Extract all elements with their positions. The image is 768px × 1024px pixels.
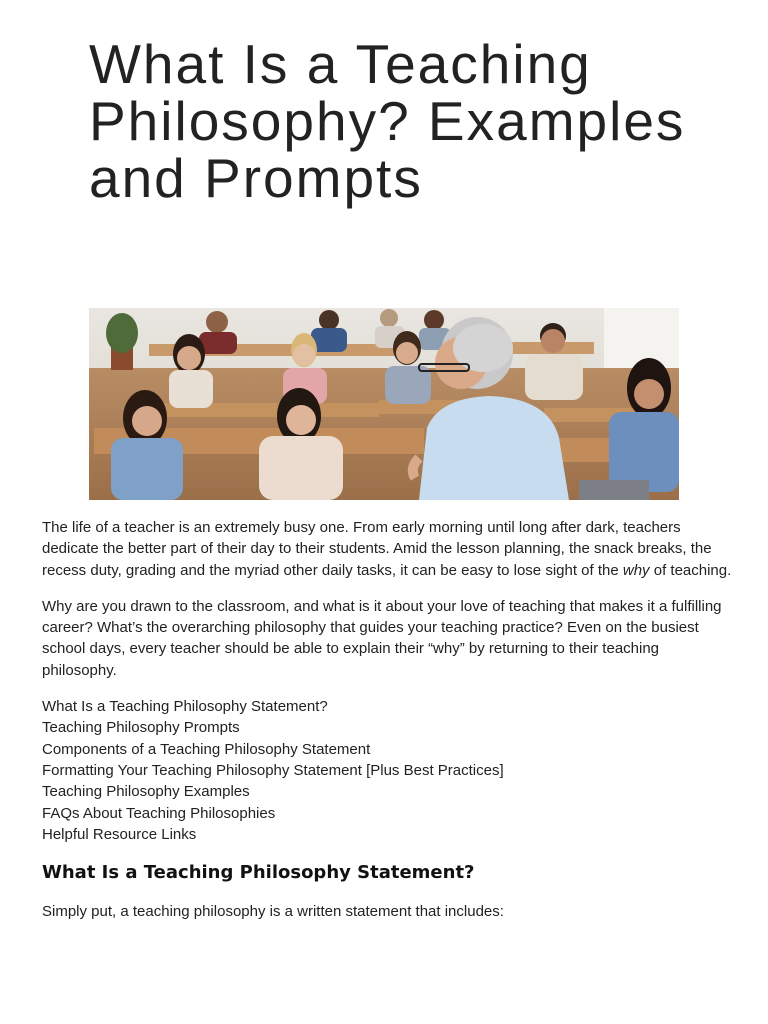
emphasis-why: why bbox=[622, 561, 650, 579]
toc-link-faqs[interactable]: FAQs About Teaching Philosophies bbox=[42, 804, 276, 822]
toc-link-components[interactable]: Components of a Teaching Philosophy Statement bbox=[42, 740, 371, 758]
toc-link-examples[interactable]: Teaching Philosophy Examples bbox=[42, 783, 250, 801]
toc-item bbox=[42, 824, 732, 845]
intro-paragraph: The life of a teacher is an extremely busy one. From early morning until long after dark, teachers dedicate the better part of their day to their students. Amid the lesson planning, the snack breaks, the recess duty, grading and the myriad other daily tasks, it can be easy to lose sight of the why of teaching. bbox=[42, 519, 732, 579]
page-title: What Is a Teaching Philosophy? Examples and Prompts bbox=[89, 33, 686, 209]
toc-link-formatting[interactable]: Formatting Your Teaching Philosophy Statement [Plus Best Practices] bbox=[42, 761, 504, 779]
toc-item bbox=[42, 739, 732, 760]
toc-item bbox=[42, 696, 732, 717]
article-body bbox=[42, 517, 732, 937]
toc-item bbox=[42, 781, 732, 802]
section-intro: Simply put, a teaching philosophy is a written statement that includes: bbox=[42, 903, 504, 921]
section-heading: What Is a Teaching Philosophy Statement? bbox=[42, 862, 475, 884]
toc-item bbox=[42, 760, 732, 781]
toc-link-resources[interactable]: Helpful Resource Links bbox=[42, 825, 197, 843]
second-paragraph: Why are you drawn to the classroom, and what is it about your love of teaching that makes it a fulfilling career? What’s the overarching philosophy that guides your teaching practice? Even on the busiest school days, every teacher should be able to explain their “why” by returning to their teaching philosophy. bbox=[42, 597, 722, 679]
toc-link-prompts[interactable]: Teaching Philosophy Prompts bbox=[42, 719, 240, 737]
hero-image bbox=[89, 308, 679, 500]
toc-link-statement[interactable]: What Is a Teaching Philosophy Statement? bbox=[42, 698, 328, 716]
table-of-contents bbox=[42, 696, 732, 845]
toc-item bbox=[42, 717, 732, 738]
toc-item bbox=[42, 803, 732, 824]
classroom-photo bbox=[89, 308, 679, 500]
